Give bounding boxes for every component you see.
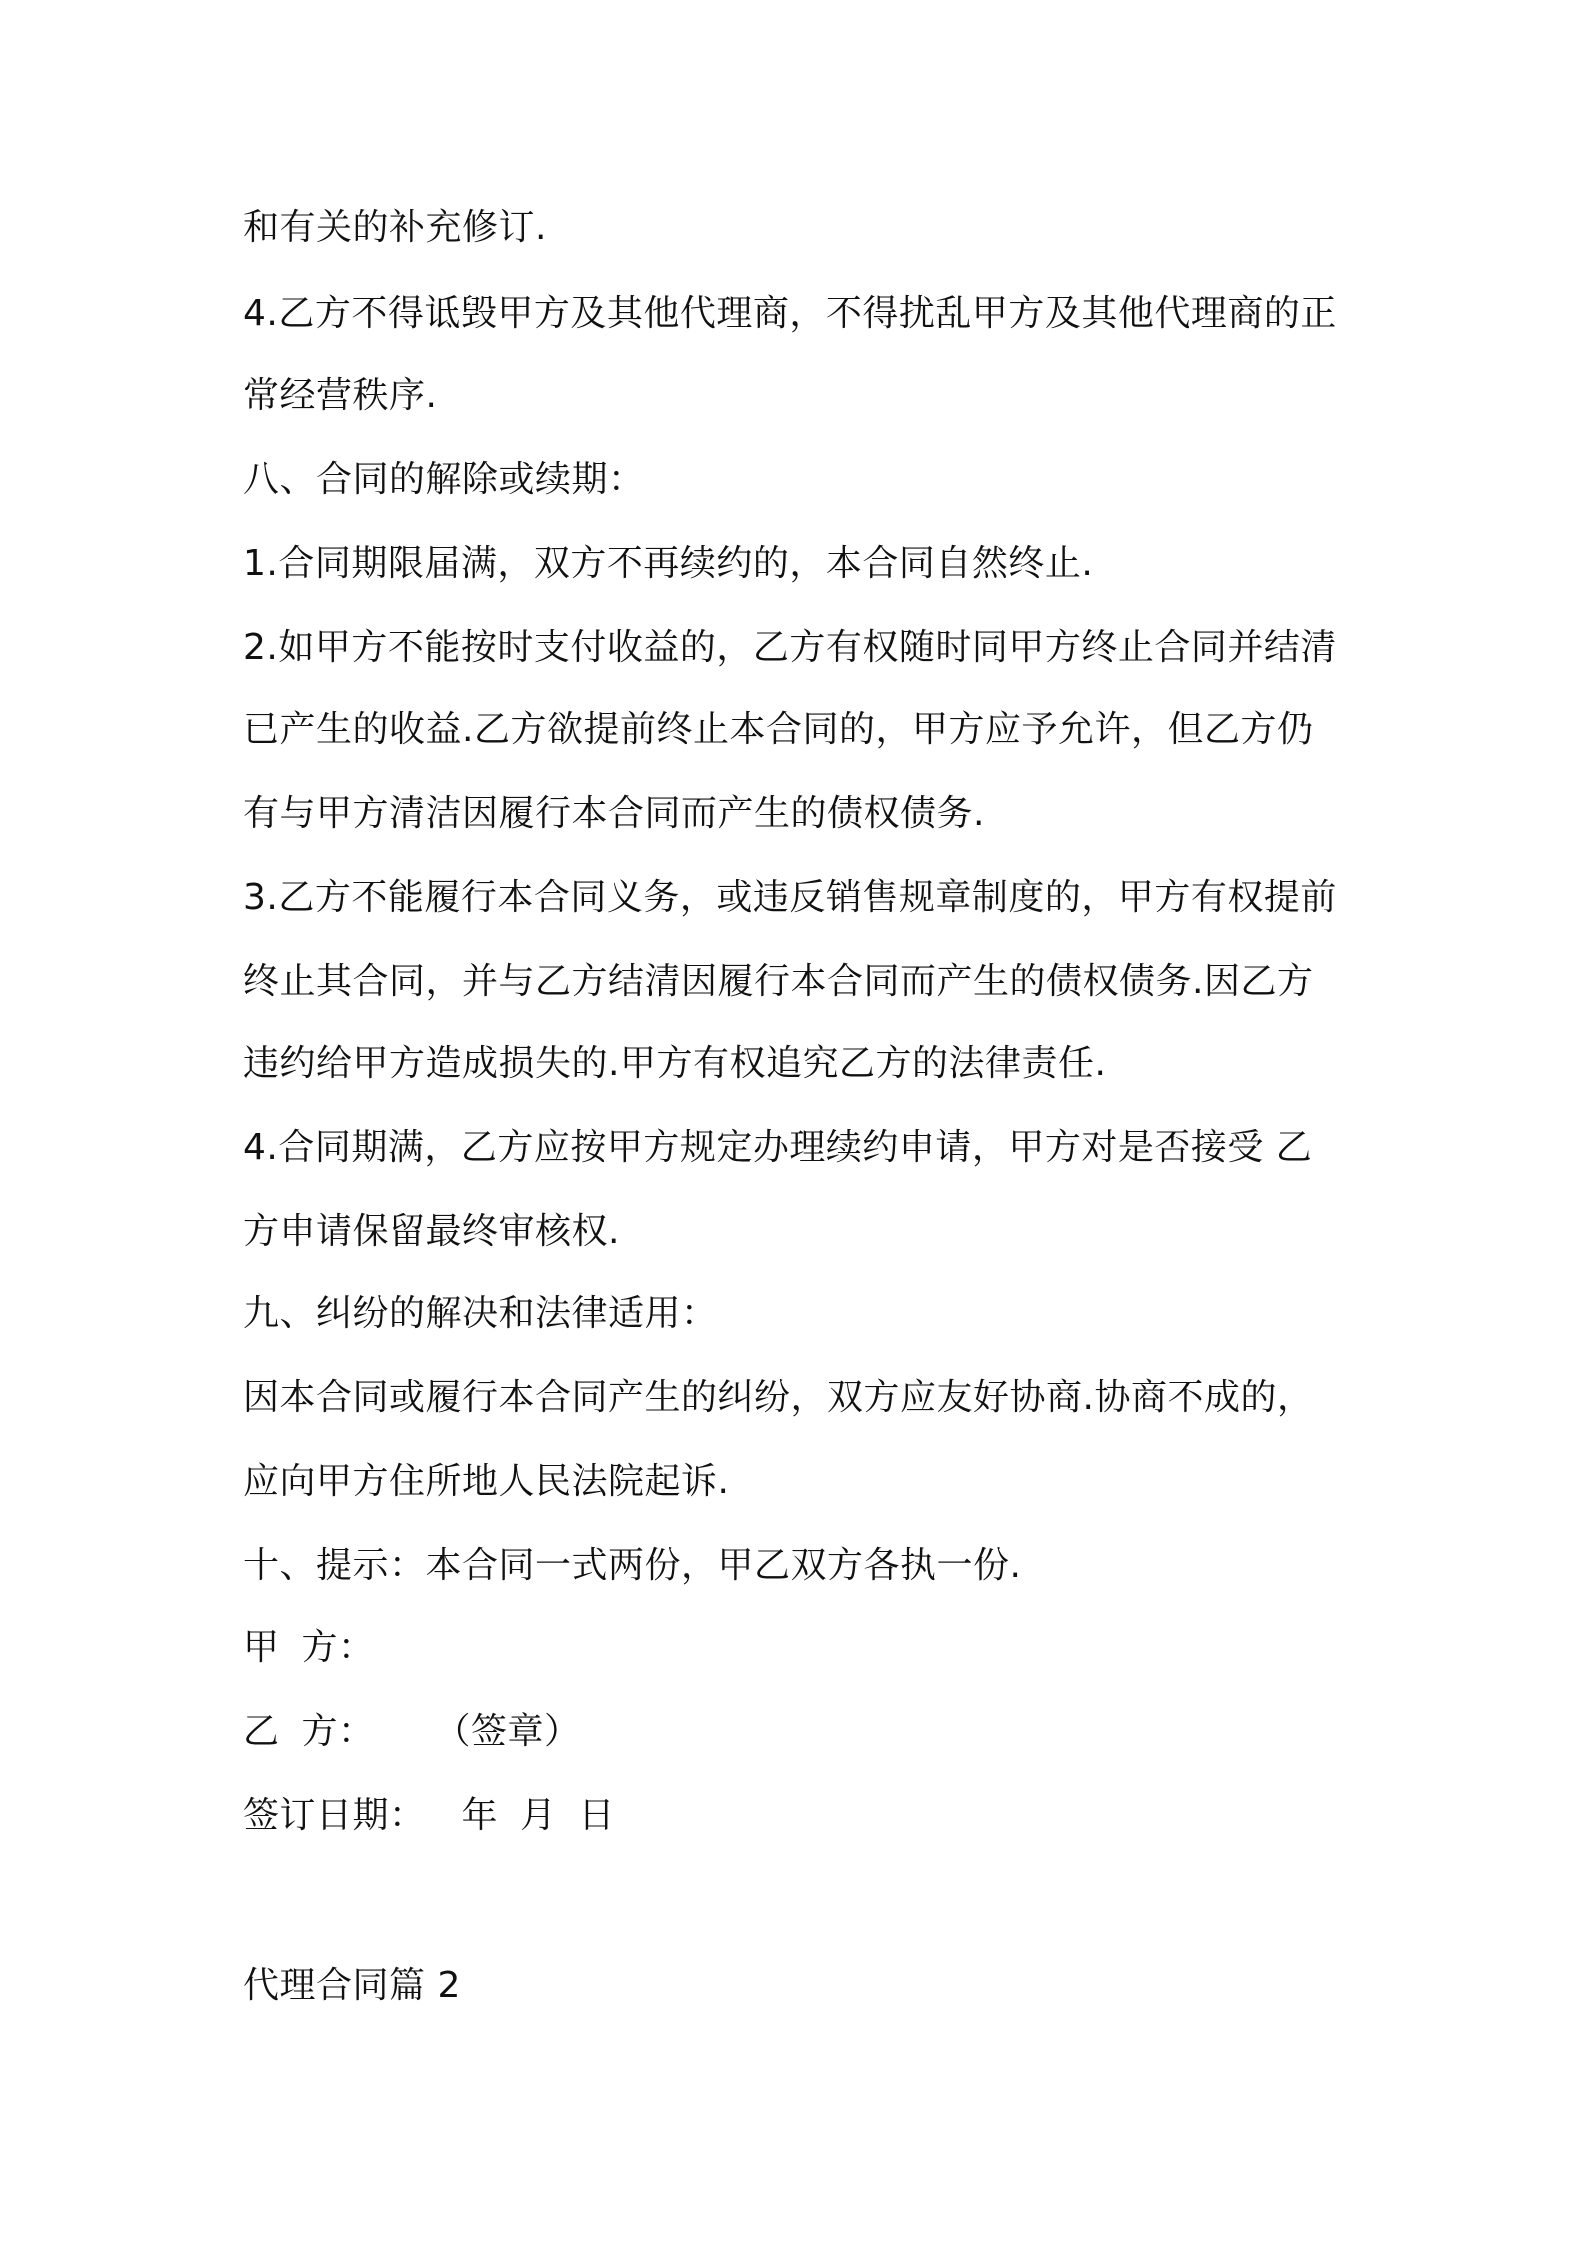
text-line: 有与甲方清洁因履行本合同而产生的债权债务. xyxy=(243,793,985,834)
party-a-line xyxy=(243,1624,1373,1672)
text-line: 因本合同或履行本合同产生的纠纷，双方应友好协商.协商不成的， xyxy=(243,1377,1314,1418)
text-line: 3.乙方不能履行本合同义务，或违反销售规章制度的，甲方有权提前 xyxy=(243,877,1337,918)
party-b-line xyxy=(243,1708,1373,1756)
sign-date-label: 签订日期： xyxy=(243,1795,426,1836)
text-line: 1.合同期限届满，双方不再续约的，本合同自然终止. xyxy=(243,543,1094,584)
text-line: 2.如甲方不能按时支付收益的，乙方有权随时同甲方终止合同并结清 xyxy=(243,627,1337,668)
month-label: 月 xyxy=(520,1795,557,1836)
text-line: 4.乙方不得诋毁甲方及其他代理商，不得扰乱甲方及其他代理商的正 xyxy=(243,293,1337,334)
party-b-label-1: 乙 xyxy=(243,1711,280,1752)
section-heading: 九、纠纷的解决和法律适用： xyxy=(243,1293,718,1334)
day-label: 日 xyxy=(578,1795,616,1836)
text-line: 4.合同期满，乙方应按甲方规定办理续约申请，甲方对是否接受 乙 xyxy=(243,1127,1313,1168)
party-a-label-2: 方： xyxy=(301,1627,375,1668)
text-line: 应向甲方住所地人民法院起诉. xyxy=(243,1461,730,1502)
text-line: 方申请保留最终审核权. xyxy=(243,1211,620,1252)
text-line: 终止其合同，并与乙方结清因履行本合同而产生的债权债务.因乙方 xyxy=(243,961,1314,1002)
section-heading: 十、提示：本合同一式两份，甲乙双方各执一份. xyxy=(243,1545,1022,1586)
section-heading: 八、合同的解除或续期： xyxy=(243,459,645,500)
text-line: 和有关的补充修订. xyxy=(243,207,547,248)
seal-label: （签章） xyxy=(434,1711,581,1752)
party-a-label-1: 甲 xyxy=(243,1627,280,1668)
sign-date-line xyxy=(243,1792,1373,1840)
year-label: 年 xyxy=(461,1795,499,1836)
party-b-label-2: 方： xyxy=(301,1711,375,1752)
section-title: 代理合同篇 2 xyxy=(243,1965,461,2006)
text-line: 违约给甲方造成损失的.甲方有权追究乙方的法律责任. xyxy=(243,1043,1107,1084)
text-line: 常经营秩序. xyxy=(243,375,438,416)
text-line: 已产生的收益.乙方欲提前终止本合同的，甲方应予允许，但乙方仍 xyxy=(243,709,1314,750)
